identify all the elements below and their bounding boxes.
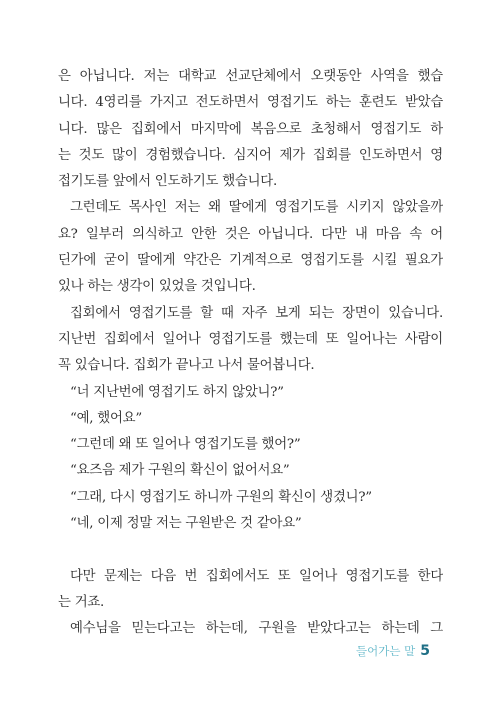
- text-line: 딘가에 굳이 딸에게 약간은 기계적으로 영접기도를 시킬 필요가: [58, 253, 443, 269]
- text-line: 접기도를 앞에서 인도하기도 했습니다.: [58, 174, 277, 190]
- text-line: 지난번 집회에서 일어나 영접기도를 했는데 또 일어나는 사람이: [58, 331, 443, 347]
- text-line: 니다. 4영리를 가지고 전도하면서 영접기도 하는 훈련도 받았습: [58, 95, 443, 111]
- text-line: 요? 일부러 의식하고 안한 것은 아닙니다. 다만 내 마음 속 어: [58, 226, 443, 242]
- text-line: 는 것도 많이 경험했습니다. 심지어 제가 집회를 인도하면서 영: [58, 147, 443, 163]
- text-line: 은 아닙니다. 저는 대학교 선교단체에서 오랫동안 사역을 했습: [58, 69, 443, 84]
- page-footer: [356, 643, 430, 659]
- dialogue-line: “너 지난번에 영접기도 하지 않았니?”: [70, 384, 284, 400]
- dialogue-line: “요즈음 제가 구원의 확신이 없어서요”: [70, 463, 290, 479]
- text-line: 니다. 많은 집회에서 마지막에 복음으로 초청해서 영접기도 하: [58, 121, 443, 137]
- dialogue-line: “그런데 왜 또 일어나 영접기도를 했어?”: [70, 437, 301, 453]
- body-text: [58, 64, 443, 643]
- text-line-paragraph-start: 그런데도 목사인 저는 왜 딸에게 영접기도를 시키지 않았을까: [70, 200, 443, 216]
- text-line-paragraph-start: 집회에서 영접기도를 할 때 자주 보게 되는 장면이 있습니다.: [70, 305, 443, 321]
- paragraph-spacer: [58, 537, 443, 563]
- dialogue-line: “예, 했어요”: [70, 410, 142, 426]
- text-line-paragraph-start: 다만 문제는 다음 번 집회에서도 또 일어나 영접기도를 한다: [70, 568, 443, 584]
- page-number: 5: [420, 643, 430, 659]
- text-line: 는 거죠.: [58, 594, 105, 610]
- text-line-paragraph-start: 예수님을 믿는다고는 하는데, 구원을 받았다고는 하는데 그: [70, 621, 443, 637]
- text-line: 있나 하는 생각이 있었을 것입니다.: [58, 279, 256, 295]
- running-title: 들어가는 말: [356, 644, 416, 658]
- text-line: 꼭 있습니다. 집회가 끝나고 나서 물어봅니다.: [58, 358, 315, 374]
- dialogue-line: “네, 이제 정말 저는 구원받은 것 같아요”: [70, 516, 302, 532]
- dialogue-line: “그래, 다시 영접기도 하니까 구원의 확신이 생겼니?”: [70, 489, 372, 505]
